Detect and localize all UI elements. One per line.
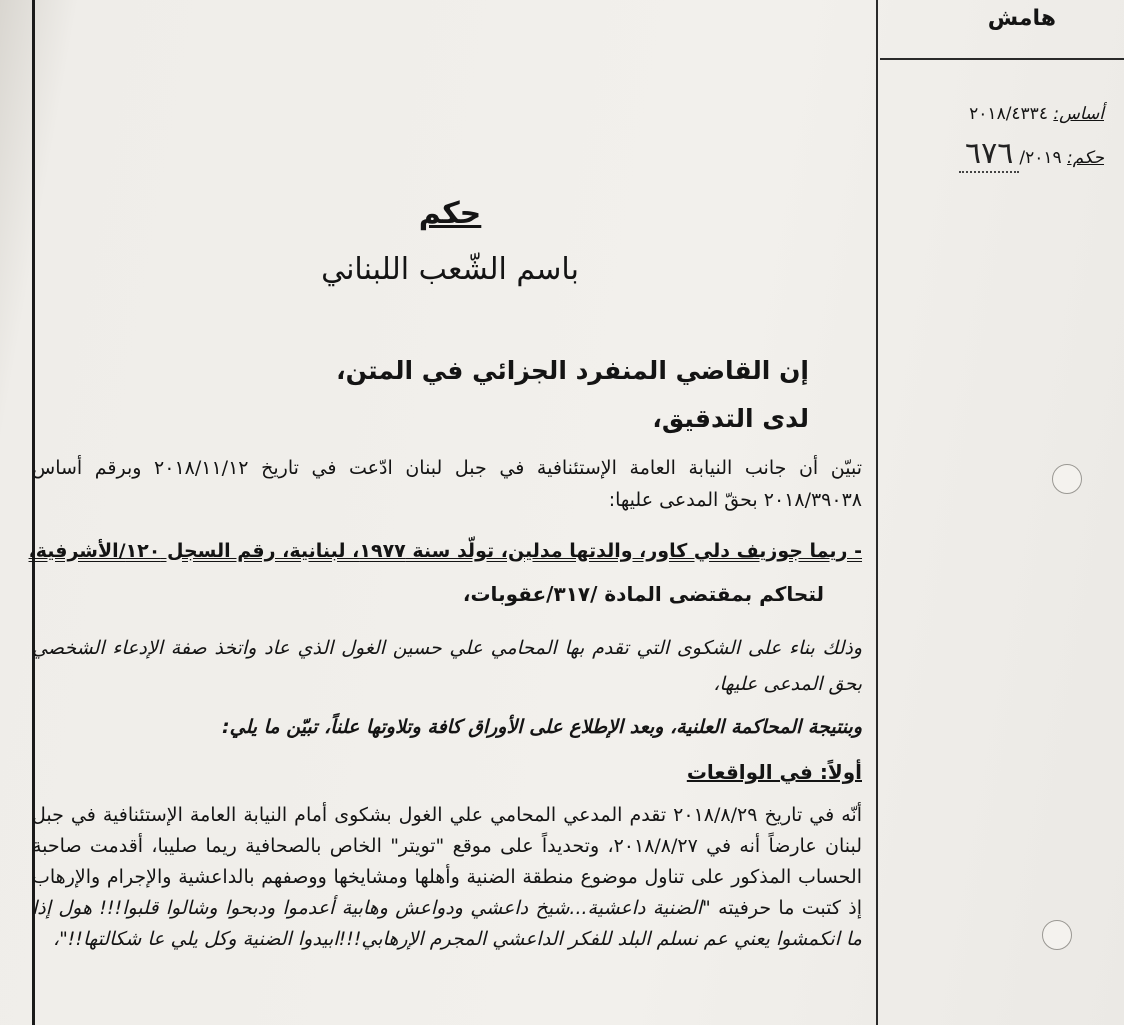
outcome-line: وبنتيجة المحاكمة العلنية، وبعد الإطلاع على الأوراق كافة وتلاوتها علناً، تبيّن ما يلي: bbox=[222, 716, 862, 738]
document-subtitle: باسم الشّعب اللبناني bbox=[321, 252, 579, 287]
review-line: لدى التدقيق، bbox=[652, 404, 809, 433]
ruling-number-handwritten: ٦٧٦ bbox=[959, 136, 1019, 173]
ruling-year: /٢٠١٩ bbox=[1019, 148, 1062, 168]
facts-body: أنّه في تاريخ ٢٠١٨/٨/٢٩ تقدم المدعي المحامي علي الغول بشكوى أمام النيابة العامة الإستئنافية في جبل لبنان عارضاً أنه في ٢٠١٨/٨/٢٧، وتحديداً على موقع "تويتر" الخاص بالصحافية ريما صليبا، أقدمت صاحبة الحساب المذكور على تناول موضوع منطقة الضنية وأهلها ومشايخها ووصفهم بالداعشية والإجرام والإرهاب إذ كتبت ما حرفيته bbox=[32, 804, 863, 919]
facts-heading: أولاً: في الواقعات bbox=[686, 760, 862, 784]
complaint-paragraph: وذلك بناء على الشكوى التي تقدم بها المحامي علي حسين الغول الذي عاد واتخذ صفة الإدعاء الشخصي بحق المدعى عليها، bbox=[32, 637, 862, 695]
ruling-row bbox=[959, 136, 1104, 171]
serial-value: ٢٠١٨/٤٣٣٤ bbox=[969, 104, 1048, 124]
document-title: حكم bbox=[418, 196, 482, 231]
serial-row bbox=[969, 104, 1104, 124]
margin-divider-line bbox=[876, 0, 878, 1025]
facts-quote: "الضنية داعشية...شيخ داعشي ودواعش وهابية أعدموا ودبحوا وشالوا قلبوا!!! هول إذا ما انكمشوا يعني عم نسلم البلد للفكر الداعشي المجرم الإرهابي!!!ابيدوا الضنية وكل يلي عا شكالتها!!"، bbox=[32, 897, 862, 950]
serial-label: أساس: bbox=[1053, 104, 1104, 124]
margin-heading: هامش bbox=[987, 6, 1056, 31]
charge-line: لتحاكم بمقتضى المادة /٣١٧/عقوبات، bbox=[462, 582, 824, 606]
prosecution-paragraph: تبيّن أن جانب النيابة العامة الإستئنافية في جبل لبنان ادّعت في تاريخ ٢٠١٨/١١/١٢ وبرقم أساس ٢٠١٨/٣٩٠٣٨ بحقّ المدعى عليها: bbox=[32, 457, 863, 511]
facts-paragraph bbox=[32, 800, 862, 955]
defendant-line: - ريما جوزيف دلي كاور، والدتها مدلين، تولّد سنة ١٩٧٧، لبنانية، رقم السجل ١٢٠/الأشرفية، bbox=[28, 540, 862, 562]
margin-heading-rule bbox=[880, 58, 1124, 60]
punch-hole-upper bbox=[1052, 464, 1082, 494]
punch-hole-lower bbox=[1042, 920, 1072, 950]
ruling-label: حكم: bbox=[1067, 148, 1104, 168]
judge-line: إن القاضي المنفرد الجزائي في المتن، bbox=[336, 356, 809, 385]
